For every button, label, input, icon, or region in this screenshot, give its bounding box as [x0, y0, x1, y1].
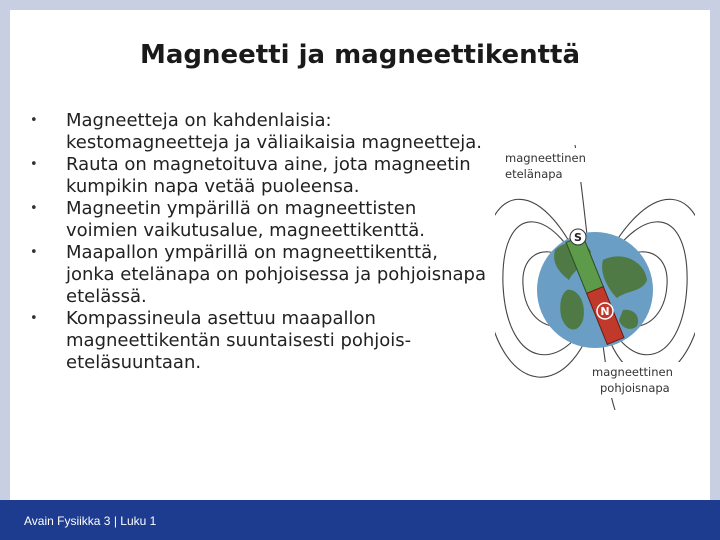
bullet-dot: • [30, 311, 38, 326]
label-magnetic-north-line1: magneettinen [592, 365, 673, 379]
footer-bar [0, 500, 720, 540]
label-magnetic-south-line1: magneettinen [505, 151, 586, 165]
label-magnetic-north [592, 365, 673, 379]
label-magnetic-south [505, 151, 586, 165]
s-pole-label: S [574, 231, 582, 244]
slide-title: Magneetti ja magneettikenttä [139, 40, 581, 70]
earth-magnetic-field-figure [495, 140, 695, 410]
bullet-text: Maapallon ympärillä on magneettikenttä, jonka etelänapa on pohjoisessa ja pohjoisnapa etelässä. [66, 242, 486, 307]
bullet-dot: • [30, 157, 38, 172]
label-magnetic-south-2 [505, 167, 563, 181]
bullet-dot: • [30, 245, 38, 260]
bullet-dot: • [30, 201, 38, 216]
n-pole-label: N [600, 305, 610, 318]
label-magnetic-north-2 [600, 381, 670, 395]
bullet-item [30, 198, 490, 242]
bullet-text: Magneetteja on kahdenlaisia: kestomagneetteja ja väliaikaisia magneetteja. [66, 110, 483, 153]
bullet-text: Kompassineula asettuu maapallon magneettikentän suuntaisesti pohjois-eteläsuuntaan. [66, 308, 412, 373]
bullet-item [30, 110, 490, 154]
bullet-item [30, 242, 490, 308]
bullet-list [30, 110, 490, 374]
bullet-text: Rauta on magnetoituva aine, jota magneetin kumpikin napa vetää puoleensa. [66, 154, 471, 197]
bullet-item [30, 154, 490, 198]
footer-text: Avain Fysiikka 3 | Luku 1 [24, 514, 157, 528]
bullet-text: Magneetin ympärillä on magneettisten voimien vaikutusalue, magneettikenttä. [66, 198, 425, 241]
label-magnetic-south-line2: etelänapa [505, 167, 563, 181]
bullet-item [30, 308, 490, 374]
bullet-dot: • [30, 113, 38, 128]
label-magnetic-north-line2: pohjoisnapa [600, 381, 670, 395]
